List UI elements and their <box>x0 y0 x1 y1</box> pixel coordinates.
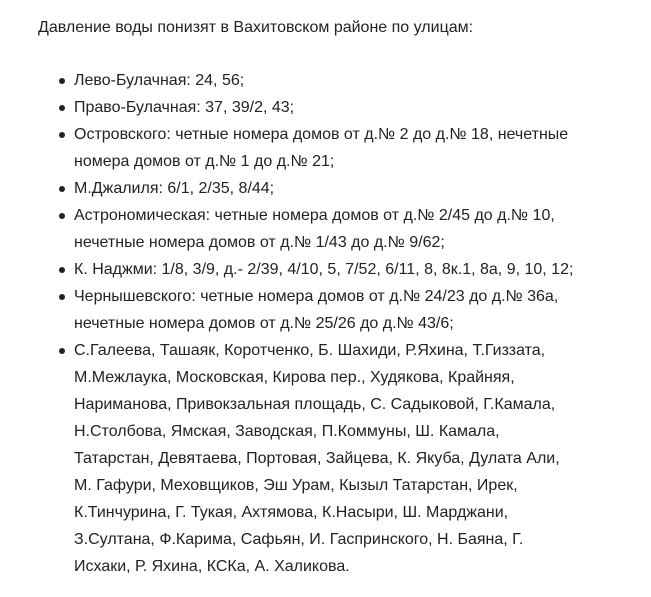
list-item-text: номера домов от д.№ 1 до д.№ 21; <box>74 153 335 170</box>
list-item-text: К.Тинчурина, Г. Тукая, Ахтямова, К.Насыри, Ш. Марджани, <box>74 504 509 521</box>
list-item-text: нечетные номера домов от д.№ 1/43 до д.№ 9/62; <box>74 234 445 251</box>
list-item <box>38 94 600 121</box>
list-item-text: З.Султана, Ф.Карима, Сафьян, И. Гаспринского, Н. Баяна, Г. <box>74 531 524 548</box>
list-item <box>38 337 600 580</box>
bullet-icon <box>59 78 65 84</box>
list-item-text: Островского: четные номера домов от д.№ 2 до д.№ 18, нечетные <box>74 126 569 143</box>
bullet-icon <box>59 267 65 273</box>
list-item-text: М.Межлаука, Московская, Кирова пер., Худякова, Крайняя, <box>74 369 515 386</box>
list-item-text: М. Гафури, Меховщиков, Эш Урам, Кызыл Татарстан, Ирек, <box>74 477 518 494</box>
list-item-text: Татарстан, Девятаева, Портовая, Зайцева, К. Якуба, Дулата Али, <box>74 450 560 467</box>
list-item <box>38 67 600 94</box>
list-item-text: К. Наджми: 1/8, 3/9, д.- 2/39, 4/10, 5, 7/52, 6/11, 8, 8к.1, 8а, 9, 10, 12; <box>74 261 574 278</box>
list-item <box>38 175 600 202</box>
list-item-text: Чернышевского: четные номера домов от д.№ 24/23 до д.№ 36а, <box>74 288 559 305</box>
bullet-icon <box>59 132 65 138</box>
list-item <box>38 283 600 337</box>
list-item-text: М.Джалиля: 6/1, 2/35, 8/44; <box>74 180 275 197</box>
list-item-text: Право-Булачная: 37, 39/2, 43; <box>74 99 295 116</box>
list-item <box>38 256 600 283</box>
bullet-icon <box>59 186 65 192</box>
list-item-text: нечетные номера домов от д.№ 25/26 до д.№ 43/6; <box>74 315 454 332</box>
bullet-icon <box>59 294 65 300</box>
list-item-text: Астрономическая: четные номера домов от д.№ 2/45 до д.№ 10, <box>74 207 555 224</box>
list-item <box>38 202 600 256</box>
list-item-text: С.Галеева, Ташаяк, Коротченко, Б. Шахиди, Р.Яхина, Т.Гиззата, <box>74 342 546 359</box>
intro-paragraph: Давление воды понизят в Вахитовском районе по улицам: <box>38 19 474 36</box>
street-list <box>38 67 600 580</box>
bullet-icon <box>59 213 65 219</box>
list-item <box>38 121 600 175</box>
list-item-text: Лево-Булачная: 24, 56; <box>74 72 245 89</box>
list-item-text: Исхаки, Р. Яхина, КСКа, А. Халикова. <box>74 558 350 575</box>
bullet-icon <box>59 105 65 111</box>
bullet-icon <box>59 348 65 354</box>
list-item-text: Н.Столбова, Ямская, Заводская, П.Коммуны, Ш. Камала, <box>74 423 500 440</box>
list-item-text: Нариманова, Привокзальная площадь, С. Садыковой, Г.Камала, <box>74 396 556 413</box>
